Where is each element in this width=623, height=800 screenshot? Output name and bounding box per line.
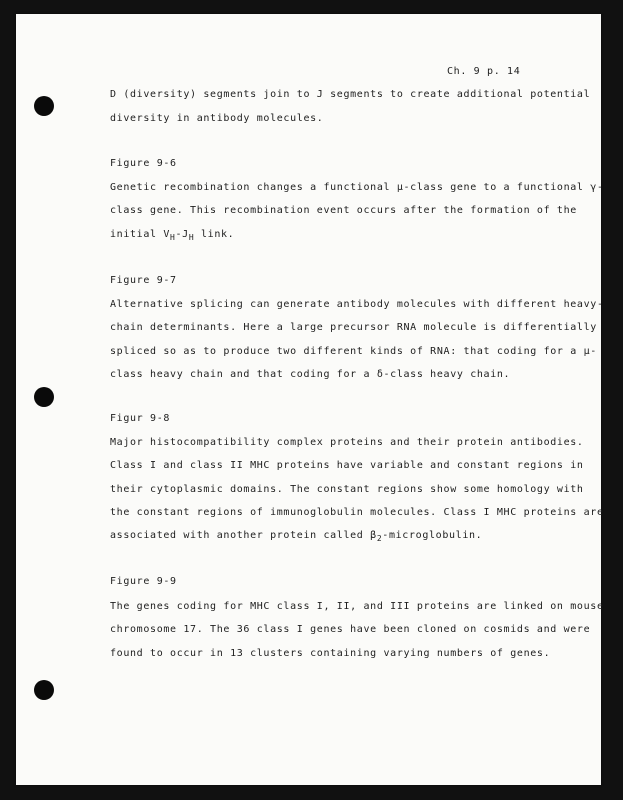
figure-9-6-line-2: class gene. This recombination event occurs after the formation of the <box>110 205 577 216</box>
binder-hole-middle <box>34 387 54 407</box>
figure-9-6-title: Figure 9-6 <box>110 158 177 169</box>
figure-9-6-line-3-start: initial V <box>110 229 171 240</box>
figure-9-6-line-3-mid: -J <box>175 229 189 240</box>
figure-9-8-line-3: their cytoplasmic domains. The constant regions show some homology with <box>110 484 584 495</box>
figure-9-6-line-3 <box>110 229 234 241</box>
page-reference: Ch. 9 p. 14 <box>447 66 521 77</box>
figure-9-7-line-3: spliced so as to produce two different kinds of RNA: that coding for a μ- <box>110 346 597 357</box>
figure-9-8-line-5-end: -microglobulin. <box>382 530 483 541</box>
figure-9-7-title: Figure 9-7 <box>110 275 177 286</box>
figure-9-9-line-3: found to occur in 13 clusters containing varying numbers of genes. <box>110 648 551 659</box>
figure-9-9-line-1: The genes coding for MHC class I, II, and III proteins are linked on mouse <box>110 601 604 612</box>
figure-9-9-line-2: chromosome 17. The 36 class I genes have been cloned on cosmids and were <box>110 624 591 635</box>
intro-line-2: diversity in antibody molecules. <box>110 113 324 124</box>
figure-9-7-line-1: Alternative splicing can generate antibody molecules with different heavy- <box>110 299 604 310</box>
subscript-2: 2 <box>376 534 383 543</box>
subscript-h-2: H <box>188 233 195 242</box>
figure-9-6-line-3-end: link. <box>194 229 235 240</box>
subscript-h-1: H <box>170 233 176 242</box>
figure-9-8-line-2: Class I and class II MHC proteins have variable and constant regions in <box>110 460 584 471</box>
figure-9-8-line-5-start: associated with another protein called β <box>110 530 377 541</box>
figure-9-7-line-2: chain determinants. Here a large precursor RNA molecule is differentially <box>110 322 597 333</box>
figure-9-6-line-1: Genetic recombination changes a functional μ-class gene to a functional γ- <box>110 182 604 193</box>
binder-hole-bottom <box>34 680 54 700</box>
figure-9-7-line-4: class heavy chain and that coding for a δ-class heavy chain. <box>110 369 511 380</box>
figure-9-8-line-1: Major histocompatibility complex proteins and their protein antibodies. <box>110 437 584 448</box>
figure-9-9-title: Figure 9-9 <box>110 576 177 587</box>
document-page <box>16 14 601 785</box>
binder-hole-top <box>34 96 54 116</box>
figure-9-8-title: Figur 9-8 <box>110 413 171 424</box>
figure-9-8-line-5 <box>110 530 482 542</box>
figure-9-8-line-4: the constant regions of immunoglobulin molecules. Class I MHC proteins are <box>110 507 604 518</box>
intro-line-1: D (diversity) segments join to J segments to create additional potential <box>110 89 591 100</box>
